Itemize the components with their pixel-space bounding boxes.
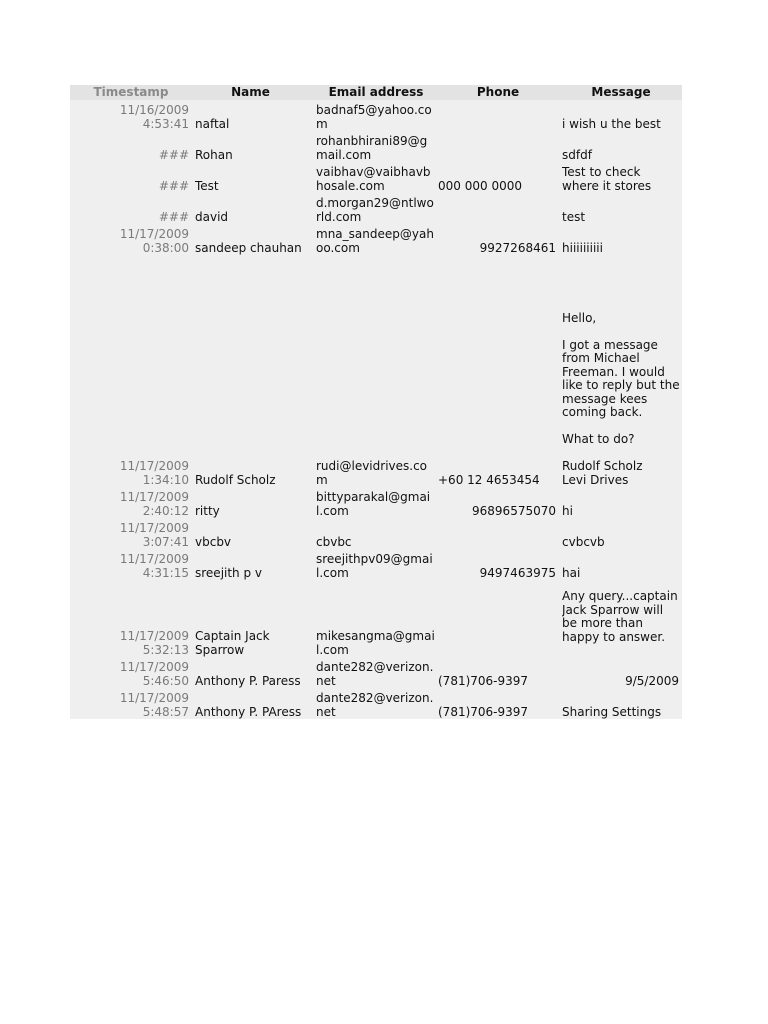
table-row — [70, 549, 682, 580]
message-cell: 9/5/2009 — [625, 673, 679, 688]
phone-cell — [438, 518, 558, 549]
email-cell: dante282@verizon.net — [316, 691, 434, 719]
spreadsheet-table — [70, 85, 682, 719]
table-row — [70, 255, 682, 487]
name-cell: Rudolf Scholz — [195, 472, 276, 487]
table-row — [70, 193, 682, 224]
timestamp-cell: 11/17/2009 1:34:10 — [119, 459, 189, 487]
phone-cell: 9927268461 — [479, 240, 556, 255]
header-email: Email address — [328, 85, 424, 99]
name-cell: david — [195, 209, 229, 224]
name-cell: Rohan — [195, 147, 233, 162]
name-cell: ritty — [195, 503, 220, 518]
timestamp-cell: 11/17/2009 5:46:50 — [119, 660, 189, 688]
phone-cell: 000 000 0000 — [438, 178, 522, 193]
table-row — [70, 224, 682, 255]
name-cell: Anthony P. Paress — [195, 673, 301, 688]
name-cell: Anthony P. PAress — [195, 704, 302, 719]
message-cell: hi — [562, 503, 573, 518]
timestamp-cell: 11/17/2009 0:38:00 — [119, 227, 189, 255]
message-cell: hiiiiiiiiii — [562, 240, 603, 255]
timestamp-cell: ### — [158, 147, 189, 162]
email-cell: rudi@levidrives.com — [316, 459, 428, 487]
phone-cell: (781)706-9397 — [438, 704, 529, 719]
name-cell: vbcbv — [195, 534, 232, 549]
header-timestamp: Timestamp — [93, 85, 169, 99]
table-row — [70, 580, 682, 657]
email-cell: cbvbc — [316, 534, 352, 549]
table-row — [70, 131, 682, 162]
table-row — [70, 100, 682, 131]
table-row — [70, 657, 682, 688]
table-row — [70, 688, 682, 719]
email-cell: mna_sandeep@yahoo.com — [316, 227, 434, 255]
message-cell: Any query...captain Jack Sparrow will be more than happy to answer. — [562, 589, 678, 644]
email-cell: sreejithpv09@gmail.com — [316, 552, 433, 580]
phone-cell: 9497463975 — [479, 565, 556, 580]
header-name: Name — [231, 85, 270, 99]
header-message: Message — [591, 85, 651, 99]
name-cell: naftal — [195, 116, 230, 131]
timestamp-cell: 11/17/2009 4:31:15 — [119, 552, 189, 580]
phone-cell: +60 12 4653454 — [438, 472, 540, 487]
timestamp-cell: ### — [158, 178, 189, 193]
message-cell: Sharing Settings — [562, 704, 662, 719]
message-cell: test — [562, 209, 586, 224]
email-cell: badnaf5@yahoo.com — [316, 103, 432, 131]
name-cell: Captain Jack Sparrow — [195, 629, 270, 657]
email-cell: bittyparakal@gmail.com — [316, 490, 431, 518]
name-cell: sreejith p v — [195, 565, 263, 580]
phone-cell — [438, 100, 558, 131]
message-cell: cvbcvb — [562, 534, 605, 549]
phone-cell — [438, 580, 558, 657]
timestamp-cell: 11/17/2009 5:32:13 — [119, 629, 189, 657]
phone-cell — [438, 193, 558, 224]
timestamp-cell: 11/16/2009 4:53:41 — [119, 103, 189, 131]
timestamp-cell: 11/17/2009 5:48:57 — [119, 691, 189, 719]
timestamp-cell: 11/17/2009 2:40:12 — [119, 490, 189, 518]
timestamp-cell: 11/17/2009 3:07:41 — [119, 521, 189, 549]
email-cell: dante282@verizon.net — [316, 660, 434, 688]
message-cell: Test to check where it stores — [562, 165, 652, 193]
message-cell: Hello, I got a message from Michael Freeman. I would like to reply but the message kees coming back. What to do? Rudolf Scholz Levi Drives — [562, 310, 680, 487]
phone-cell — [438, 131, 558, 162]
message-cell: sdfdf — [562, 147, 592, 162]
name-cell: sandeep chauhan — [195, 240, 302, 255]
table-row — [70, 518, 682, 549]
table-header-row — [70, 85, 682, 100]
email-cell: d.morgan29@ntlworld.com — [316, 196, 434, 224]
header-phone: Phone — [476, 85, 520, 99]
email-cell: rohanbhirani89@gmail.com — [316, 134, 428, 162]
table-row — [70, 487, 682, 518]
phone-cell: 96896575070 — [472, 503, 556, 518]
table-row — [70, 162, 682, 193]
email-cell: vaibhav@vaibhavbhosale.com — [316, 165, 431, 193]
name-cell: Test — [195, 178, 219, 193]
message-cell: hai — [562, 565, 581, 580]
timestamp-cell: ### — [158, 209, 189, 224]
message-cell: i wish u the best — [562, 116, 661, 131]
phone-cell: (781)706-9397 — [438, 673, 529, 688]
email-cell: mikesangma@gmail.com — [316, 629, 435, 657]
